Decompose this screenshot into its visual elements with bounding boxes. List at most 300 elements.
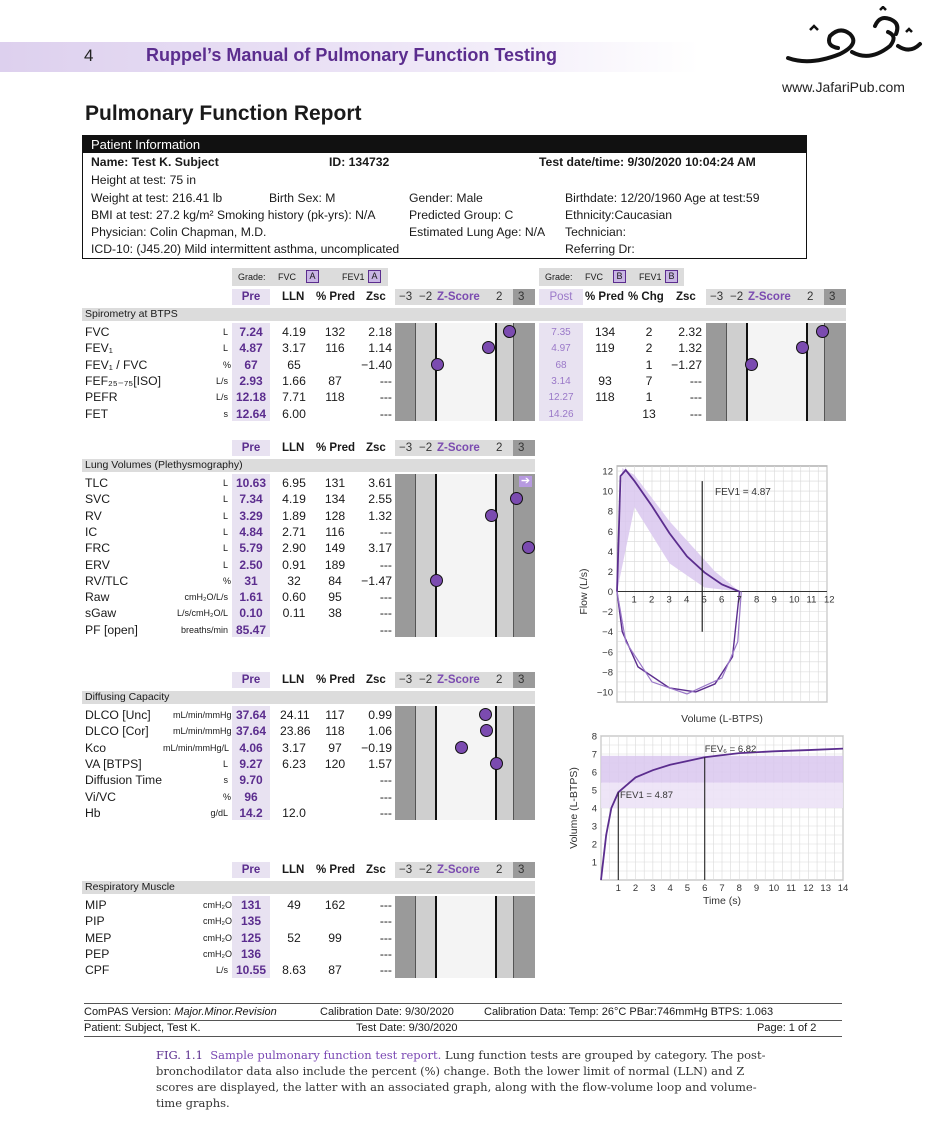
lung_volumes-row-4-name: FRC [85,541,111,556]
respiratory-zhdr-tick-0: −3 [399,864,413,876]
lung_volumes-row-6-zscore-dot [430,574,443,587]
lung_volumes-row-7-pred: 95 [328,590,342,605]
fv-ytick: −2 [602,607,613,619]
respiratory-hdr-pre: Pre [232,862,270,878]
diffusing-row-6-name: Hb [85,805,101,820]
spirometry-pzhdr-tick-1: −2 [730,291,744,303]
spirometry-zcol-band-lo [395,323,415,421]
lung_volumes-row-1-name: SVC [85,492,111,507]
spirometry-hdr-post: Post [539,289,583,305]
spirometry-row-3-unit: L/s [215,375,228,386]
lung_volumes-row-8-pred: 38 [328,606,342,621]
diffusing-zhdr-tick-1: −2 [419,674,433,686]
diffusing-row-1-lln: 23.86 [280,724,311,739]
diffusing-row-0-unit: mL/min/mmHg [173,710,232,720]
technician: Technician: [565,225,626,239]
diffusing-row-5-unit: % [223,791,232,802]
diffusing-hdr-zsc: Zsc [366,674,386,686]
respiratory-row-4-pred: 87 [328,963,342,978]
diffusing-hdr-pre: Pre [232,672,270,688]
respiratory-row-3-unit: cmH₂O [203,948,232,959]
vt-xtick: 2 [632,883,639,894]
diffusing-row-5-name: Vi/VC [85,789,116,804]
diffusing-row-0-lln: 24.11 [280,708,310,722]
fv-xtick: 9 [771,594,777,606]
spirometry-pzhdr-tick-0: −3 [710,291,724,303]
spirometry-row-5-zsc: --- [379,406,392,421]
lung_volumes-row-6-lln: 32 [287,573,301,588]
spirometry-row-0-lln: 4.19 [282,325,306,339]
lung_volumes-row-7-unit: cmH₂O/L/s [184,592,228,603]
lung_volumes-row-8-zsc: --- [379,606,392,621]
fv-xtick: 7 [736,594,742,606]
lung_volumes-zcol-band-lo [395,474,415,637]
lung_volumes-row-6-pre: 31 [244,573,258,588]
respiratory-zhdr-tick-2: Z-Score [437,864,480,876]
diffusing-row-2-lln: 3.17 [282,740,306,755]
spirometry-row-5-lln: 6.00 [282,406,306,421]
spirometry-row-4-unit: L/s [215,392,228,403]
bmi: BMI at test: 27.2 kg/m² Smoking history (pk-yrs): N/A [91,208,376,222]
diffusing-row-0-zscore-dot [479,708,492,721]
spirometry-row-0-chg: 2 [645,325,653,339]
diffusing-row-2-unit: mL/min/mmHg/L [163,742,230,753]
vt-xtick: 10 [768,883,780,894]
respiratory-zhdr-tick-1: −2 [419,864,433,876]
spirometry-zcol-band-mid [435,323,495,421]
spirometry-zhdr-tick-1: −2 [419,291,433,303]
lung_volumes-row-2-zsc: 1.32 [368,508,392,523]
vt-xtick: 11 [786,883,797,894]
weight: Weight at test: 216.41 lb [91,191,223,205]
lung_volumes-hdr-pred: % Pred [316,442,355,454]
spirometry-row-5-pre: 12.64 [235,406,267,421]
lung_volumes-row-5-lln: 0.91 [282,557,306,572]
spirometry-row-4-pred: 118 [325,390,345,405]
spirometry-row-4-pre: 12.18 [235,390,267,405]
lung_volumes-row-3-unit: L [223,526,229,537]
fv-ytick: −8 [602,667,613,679]
fv-ytick: 8 [607,506,613,518]
lung_volumes-row-3-pred: 116 [325,524,345,539]
fv-ytick: −4 [602,627,613,639]
fv-fev1-label: FEV1 = 4.87 [715,487,771,499]
spirometry-pzcol-line-1 [806,323,808,421]
spirometry-hdr-lln: LLN [282,291,305,303]
fv-xtick: 11 [806,594,817,606]
height: Height at test: 75 in [91,173,197,187]
spirometry-row-1-post: 4.97 [551,343,571,355]
patient-name: Name: Test K. Subject [91,155,219,169]
spirometry-pzhdr-tick-3: 2 [807,291,814,303]
spirometry-row-3-pred: 87 [328,373,342,388]
spirometry-hdr-chg: % Chg [628,291,664,303]
footer-test-date: Test Date: 9/30/2020 [356,1022,458,1034]
spirometry-row-1-ppred: 119 [595,341,615,356]
diffusing-row-3-name: VA [BTPS] [85,756,142,771]
respiratory-zcol-line-0 [435,896,437,978]
spirometry-row-3-chg: 7 [645,373,653,388]
spirometry-zhdr-tick-0: −3 [399,291,413,303]
fv-ytick: 12 [602,466,613,478]
spirometry-row-5-unit: s [223,408,228,419]
spirometry-row-1-pred: 116 [325,341,345,356]
test-datetime: Test date/time: 9/30/2020 10:04:24 AM [539,155,756,169]
diffusing-row-6-pre: 14.2 [239,805,263,820]
lung_volumes-row-9-zsc: --- [379,622,392,637]
spirometry-row-1-lln: 3.17 [282,341,306,356]
spirometry-row-3-pre: 2.93 [239,373,263,388]
fv-xtick: 6 [719,594,725,606]
diffusing-row-1-name: DLCO [Cor] [85,724,149,739]
figure-caption [156,1047,776,1111]
patient-info-header: Patient Information [83,136,806,153]
vt-ytick: 1 [591,857,597,869]
spirometry-row-2-name: FEV₁ / FVC [85,357,148,372]
respiratory-row-2-zsc: --- [379,930,392,945]
lung_volumes-row-9-name: PF [open] [85,622,138,637]
volume-time-chart [565,728,855,913]
spirometry-row-5-chg: 13 [642,406,656,421]
lung_volumes-zhdr-tick-4: 3 [518,442,525,454]
spirometry-row-2-zscore-dot [431,358,444,371]
diffusing-zhdr-tick-4: 3 [518,674,525,686]
lung_volumes-row-5-zsc: --- [379,557,392,572]
diffusing-row-6-lln: 12.0 [282,805,306,820]
respiratory-zhdr-tick-3: 2 [496,864,503,876]
spirometry-zcol-line2-1 [513,323,514,421]
respiratory-row-3-zsc: --- [379,946,392,961]
vt-xtick: 3 [650,883,656,894]
spirometry-pzhdr-tick-4: 3 [829,291,836,303]
birthdate: Birthdate: 12/20/1960 Age at test:59 [565,191,760,205]
diffusing-row-0-pred: 117 [325,708,345,722]
respiratory-row-4-unit: L/s [215,965,228,976]
lung_volumes-row-8-pre: 0.10 [239,606,263,621]
spirometry-row-1-unit: L [223,343,229,354]
lung_volumes-zhdr-tick-3: 2 [496,442,503,454]
lung_volumes-row-6-pred: 84 [328,573,342,588]
predicted-group: Predicted Group: C [409,208,514,222]
fv-ytick: 4 [607,546,613,558]
fv-xtick: 2 [649,594,655,606]
spirometry-row-4-lln: 7.71 [282,390,306,405]
spirometry-row-5-post: 14.26 [548,408,574,420]
lung_volumes-row-5-pre: 2.50 [239,557,263,572]
footer-rule-mid [84,1020,842,1021]
vt-xtick: 4 [667,883,673,894]
lung_volumes-row-3-zsc: --- [379,524,392,539]
spirometry-hdr-zsc: Zsc [366,291,386,303]
lung_volumes-row-0-pred: 131 [324,476,346,490]
icd-code: ICD-10: (J45.20) Mild intermittent asthma, uncomplicated [91,242,400,256]
respiratory-row-0-zsc: --- [379,898,392,912]
lung_volumes-zhdr-tick-1: −2 [419,442,433,454]
diffusing-row-1-pre: 37.64 [235,724,267,739]
fv-xtick: 10 [789,594,800,606]
diffusing-zcol-line2-1 [513,706,514,820]
lung_volumes-row-8-lln: 0.11 [282,606,306,621]
spirometry-row-0-name: FVC [85,325,110,339]
spirometry-row-0-pred: 132 [324,325,346,339]
spirometry-hdr-ppred: % Pred [585,291,624,303]
diffusing-row-1-unit: mL/min/mmHg [173,726,232,737]
vt-ytick: 3 [591,821,597,833]
grade-pre: Grade: FVC A FEV1 A [232,268,388,286]
patient-info-box [82,135,807,259]
fv-ytick: 6 [607,526,613,538]
fv-ylabel: Flow (L/s) [578,568,590,615]
diffusing-row-3-unit: L [223,758,229,769]
lung_volumes-row-8-name: sGaw [85,606,117,621]
vt-ytick: 5 [591,785,597,797]
lung_volumes-row-0-pre: 10.63 [235,476,267,490]
diffusing-zhdr-tick-0: −3 [399,674,413,686]
spirometry-zcol-line-1 [495,323,497,421]
spirometry-zhdr-tick-4: 3 [518,291,525,303]
respiratory-row-3-name: PEP [85,946,110,961]
respiratory-zcol-line-1 [495,896,497,978]
vt-ytick: 6 [591,767,597,779]
footer-page: Page: 1 of 2 [757,1022,817,1034]
spirometry-row-4-pz: --- [689,390,702,405]
diffusing-row-3-pre: 9.27 [239,756,263,771]
diffusing-row-2-pre: 4.06 [239,740,263,755]
spirometry-zhdr-tick-3: 2 [496,291,503,303]
vt-ytick: 7 [591,749,597,761]
lung_volumes-zcol-line2-0 [415,474,416,637]
lung_volumes-row-4-pre: 5.79 [239,541,263,556]
vt-xtick: 6 [702,883,708,894]
lung_volumes-row-4-pred: 149 [324,541,346,556]
lung_volumes-row-2-name: RV [85,508,102,523]
spirometry-zcol-band-l [415,323,435,421]
fv-xtick: 5 [701,594,707,606]
lung_volumes-row-2-pred: 128 [324,508,346,523]
fv-xtick: 3 [666,594,672,606]
vt-fev1-label: FEV1 = 4.87 [620,790,674,802]
spirometry-row-4-zsc: --- [379,390,392,405]
diffusing-row-3-pred: 120 [324,756,346,771]
lung_volumes-row-7-zsc: --- [379,590,392,605]
diffusing-hdr-pred: % Pred [316,674,355,686]
figure-text: Lung function tests are grouped by category. The post-bronchodilator data also include the percent (%) change. Both the lower limit of normal (LLN) and Z scores are displayed, the latter with an associated graph, along with the flow-volume loop and volume-time graphs. [156,1048,766,1110]
figure-title: Sample pulmonary function test report. [210,1048,442,1062]
spirometry-pzcol-band-mid [746,323,806,421]
fv-ytick: 2 [607,566,613,578]
spirometry-row-5-name: FET [85,406,109,421]
spirometry-zcol-line-0 [435,323,437,421]
physician: Physician: Colin Chapman, M.D. [91,225,267,239]
fv-xtick: 8 [754,594,760,606]
footer-patient: Patient: Subject, Test K. [84,1022,201,1034]
respiratory-row-1-pre: 135 [240,914,262,929]
fv-ytick: 10 [602,486,613,498]
spirometry-row-2-post-zscore-dot [745,358,758,371]
spirometry-row-2-lln: 65 [287,357,301,372]
spirometry-row-3-name: FEF₂₅₋₇₅[ISO] [85,373,161,388]
lung_volumes-row-6-unit: % [223,575,232,586]
diffusing-row-0-pre: 37.64 [235,708,267,722]
diffusing-title: Diffusing Capacity [82,691,535,704]
respiratory-zcol-line2-0 [415,896,416,978]
respiratory-zcol-band-mid [435,896,495,978]
lung_volumes-row-5-unit: L [223,559,229,570]
spirometry-pzcol-band-lo [706,323,726,421]
respiratory-row-4-name: CPF [85,963,110,978]
lung_volumes-zhdr-tick-2: Z-Score [437,442,480,454]
vt-ytick: 8 [591,731,597,743]
fv-xlabel: Volume (L-BTPS) [681,713,763,725]
lung_volumes-row-9-unit: breaths/min [180,624,228,635]
diffusing-row-2-name: Kco [85,740,107,755]
vt-xtick: 13 [820,883,832,894]
lung_volumes-row-1-lln: 4.19 [282,492,306,507]
vt-fev6-band [601,756,843,783]
spirometry-title: Spirometry at BTPS [82,308,846,321]
referring-dr: Referring Dr: [565,242,635,256]
respiratory-row-4-lln: 8.63 [282,963,306,978]
vt-fev6-label: FEV₆ = 6.82 [704,744,757,756]
spirometry-row-2-post: 68 [555,359,567,371]
page-number: 4 [84,46,94,65]
lung_volumes-row-5-pred: 189 [324,557,346,572]
spirometry-pzcol-line2-0 [726,323,727,421]
spirometry-row-2-zsc: −1.40 [361,357,392,372]
respiratory-hdr-zsc: Zsc [366,864,386,876]
respiratory-row-2-lln: 52 [287,930,301,945]
diffusing-row-1-zsc: 1.06 [368,724,392,739]
vt-xtick: 9 [753,883,760,894]
spirometry-row-0-pre: 7.24 [239,325,263,339]
spirometry-row-3-ppred: 93 [598,373,612,388]
lung_volumes-row-5-name: ERV [85,557,110,572]
lung_volumes-row-3-lln: 2.71 [282,524,306,539]
respiratory-row-1-name: PIP [85,914,105,929]
respiratory-zcol-band-l [415,896,435,978]
spirometry-row-1-pre: 4.87 [239,341,263,356]
vt-xtick: 12 [803,883,814,894]
birth-sex: Birth Sex: M [269,191,336,205]
spirometry-row-0-zsc: 2.18 [368,325,392,339]
spirometry-row-1-chg: 2 [645,341,653,356]
spirometry-row-5-pz: --- [689,406,702,421]
diffusing-zcol-line2-0 [415,706,416,820]
diffusing-zcol-band-hi [513,706,535,820]
spirometry-zcol-line2-0 [415,323,416,421]
spirometry-row-0-pz: 2.32 [678,325,702,339]
lung_volumes-zcol-line-1 [495,474,497,637]
lung_volumes-row-2-pre: 3.29 [239,508,263,523]
respiratory-title: Respiratory Muscle [82,881,535,894]
ethnicity: Ethnicity:Caucasian [565,208,673,222]
respiratory-zcol-band-h [495,896,513,978]
lung_volumes-row-4-lln: 2.90 [282,541,306,556]
diffusing-row-1-pred: 118 [325,724,345,739]
lung_volumes-zcol-line-0 [435,474,437,637]
lung_volumes-row-4-unit: L [223,543,229,554]
diffusing-row-4-zsc: --- [379,773,392,788]
respiratory-row-1-zsc: --- [379,914,392,929]
footer-rule-bottom [84,1036,842,1037]
diffusing-zcol-band-lo [395,706,415,820]
fv-ytick: −10 [596,687,613,699]
spirometry-hdr-pzsc: Zsc [676,291,696,303]
lung_volumes-row-1-zsc: 2.55 [368,492,392,507]
respiratory-hdr-lln: LLN [282,864,305,876]
diffusing-zhdr-tick-2: Z-Score [437,674,480,686]
vt-xtick: 8 [736,883,742,894]
lung-age: Estimated Lung Age: N/A [409,225,546,239]
diffusing-row-3-lln: 6.23 [282,756,306,771]
vt-xlabel: Time (s) [702,895,742,907]
fv-xtick: 12 [824,594,835,606]
lung_volumes-row-1-unit: L [223,494,229,505]
lung_volumes-row-0-zsc: 3.61 [368,476,392,490]
vt-ylabel: Volume (L-BTPS) [568,767,580,849]
diffusing-row-3-zsc: 1.57 [368,756,392,771]
spirometry-pzhdr-tick-2: Z-Score [748,291,791,303]
respiratory-row-0-lln: 49 [287,898,301,912]
lung_volumes-hdr-zsc: Zsc [366,442,386,454]
diffusing-zcol-line-0 [435,706,437,820]
lung_volumes-row-0-unit: L [223,478,229,488]
flow-volume-chart [565,460,845,730]
spirometry-row-3-zsc: --- [379,373,392,388]
respiratory-row-0-name: MIP [85,898,107,912]
respiratory-row-2-pre: 125 [240,930,262,945]
lung_volumes-row-1-pred: 134 [324,492,346,507]
spirometry-hdr-pre: Pre [232,289,270,305]
diffusing-row-6-zsc: --- [379,805,392,820]
lung_volumes-row-4-zsc: 3.17 [368,541,392,556]
diffusing-row-0-name: DLCO [Unc] [85,708,151,722]
diffusing-row-5-zsc: --- [379,789,392,804]
diffusing-hdr-lln: LLN [282,674,305,686]
respiratory-hdr-pred: % Pred [316,864,355,876]
respiratory-row-1-unit: cmH₂O [203,916,232,927]
gender: Gender: Male [409,191,483,205]
figure-number: FIG. 1.1 [156,1048,203,1062]
vt-xtick: 5 [684,883,691,894]
diffusing-zcol-band-mid [435,706,495,820]
vt-ytick: 2 [591,839,597,851]
spirometry-row-4-ppred: 118 [595,390,615,405]
fv-ytick: 0 [607,587,613,599]
spirometry-row-3-post: 3.14 [551,375,571,387]
grade-post: Grade: FVC B FEV1 B [539,268,684,286]
lung_volumes-row-0-overflow-arrow-icon: ➔ [520,475,531,488]
spirometry-hdr-pred: % Pred [316,291,355,303]
spirometry-pzcol-line-0 [746,323,748,421]
spirometry-row-0-zscore-dot [503,325,516,338]
lung_volumes-row-7-lln: 0.60 [282,590,306,605]
diffusing-zcol-band-l [415,706,435,820]
respiratory-row-3-pre: 136 [240,946,262,961]
lung_volumes-row-7-pre: 1.61 [239,590,263,605]
spirometry-row-2-unit: % [223,359,232,370]
spirometry-row-3-lln: 1.66 [282,373,306,388]
lung_volumes-zcol-band-mid [435,474,495,637]
footer-version: ComPAS Version: Major.Minor.Revision [84,1006,277,1018]
respiratory-zcol-band-hi [513,896,535,978]
respiratory-zhdr-tick-4: 3 [518,864,525,876]
diffusing-row-5-pre: 96 [244,789,258,804]
lung_volumes-title: Lung Volumes (Plethysmography) [82,459,535,472]
vt-xtick: 7 [719,883,725,894]
spirometry-row-1-name: FEV₁ [85,341,113,356]
publisher-logo [780,6,925,76]
